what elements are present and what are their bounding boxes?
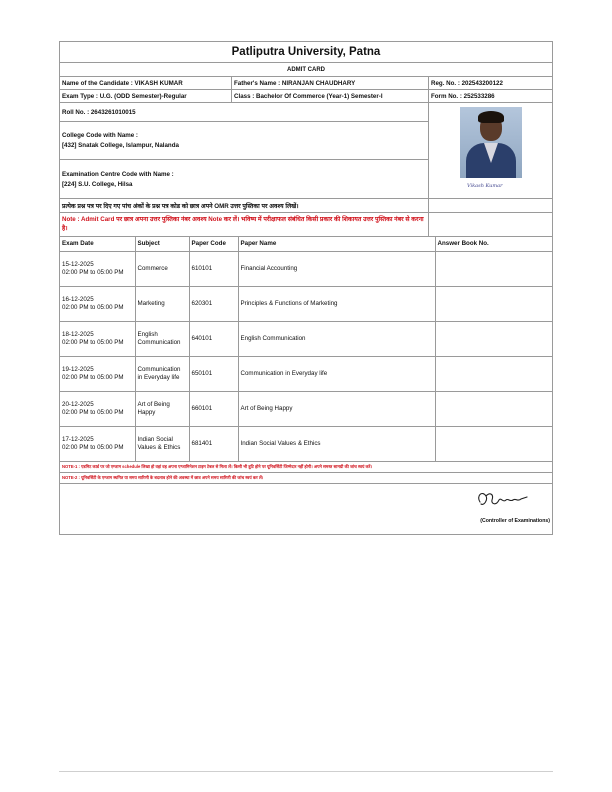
instruction-note: Note : Admit Card पर छात्र अपना उत्तर पुस्तिका नंबर अवश्य Note कर लें। भविष्य में परीक्षाफल संबंधित किसी प्रकार की शिकायत उत्तर पुस्तिका नंबर से करना है। [60,213,429,236]
exam-date: 20-12-2025 [62,400,94,408]
controller-label: (Controller of Examinations) [480,518,550,524]
form-number: Form No. : 252533286 [431,92,495,100]
photo-area [429,103,552,198]
paper-code: 640101 [189,322,238,357]
header-exam-date: Exam Date [60,237,135,252]
header-subject: Subject [135,237,189,252]
subject: Art of Being Happy [135,392,189,427]
paper-name: Principles & Functions of Marketing [238,287,435,322]
table-row [60,252,552,287]
instruction-row-1 [60,199,552,213]
candidate-name: Name of the Candidate : VIKASH KUMAR [60,77,232,89]
table-row [60,392,552,427]
subject: Indian Social Values & Ethics [135,427,189,462]
exam-time: 02:00 PM to 05:00 PM [62,339,124,346]
table-row [60,357,552,392]
centre-label: Examination Centre Code with Name : [62,170,174,178]
table-header-row [60,237,552,252]
exam-date: 16-12-2025 [62,295,94,303]
registration-number: Reg. No. : 202543200122 [431,79,503,87]
paper-code: 660101 [189,392,238,427]
exam-time: 02:00 PM to 05:00 PM [62,304,124,311]
note-2: NOTE-2 : यूनिवर्सिटी के एग्जाम स्थगित या समय सारिणी के बदलाव होने की अवस्था में छात्र अपने समय सारिणी की जांच स्वयं कर लें। [60,473,552,484]
answer-book-no [435,322,552,357]
paper-name: Indian Social Values & Ethics [238,427,435,462]
exam-date-cell [60,287,135,322]
college-value: [432] Snatak College, Islampur, Nalanda [62,142,179,149]
subject: English Communication [135,322,189,357]
exam-date: 18-12-2025 [62,330,94,338]
exam-time: 02:00 PM to 05:00 PM [62,269,124,276]
class-name: Class : Bachelor Of Commerce (Year-1) Semester-I [232,90,429,102]
header-paper-code: Paper Code [189,237,238,252]
header-answer-book: Answer Book No. [435,237,552,252]
subject: Communication in Everyday life [135,357,189,392]
exam-time: 02:00 PM to 05:00 PM [62,374,124,381]
exam-date-cell [60,392,135,427]
answer-book-no [435,287,552,322]
instruction-omr: प्रत्येक प्रश्न पत्र पर दिए गए पांच अंकों के प्रश्न पत्र कोड को छात्र अपने OMR उत्तर पुस्तिका पर अवश्य लिखें। [60,199,429,212]
admit-card-heading: ADMIT CARD [60,63,552,77]
candidate-signature: Vikash Kumar [467,183,503,189]
exam-date: 17-12-2025 [62,435,94,443]
instruction-row-2 [60,213,552,237]
answer-book-no [435,357,552,392]
candidate-row-1 [60,77,552,90]
paper-code: 681401 [189,427,238,462]
paper-code: 620301 [189,287,238,322]
college-block [60,122,428,160]
exam-date-cell [60,252,135,287]
answer-book-no [435,392,552,427]
answer-book-no [435,252,552,287]
table-row [60,427,552,462]
exam-date: 19-12-2025 [62,365,94,373]
father-name: Father's Name : NIRANJAN CHAUDHARY [232,77,429,89]
answer-book-no [435,427,552,462]
university-title: Patliputra University, Patna [60,42,552,63]
college-label: College Code with Name : [62,132,138,139]
paper-name: English Communication [238,322,435,357]
paper-name: Art of Being Happy [238,392,435,427]
paper-code: 610101 [189,252,238,287]
exam-time: 02:00 PM to 05:00 PM [62,409,124,416]
exam-date: 15-12-2025 [62,260,94,268]
controller-signature [472,488,532,512]
candidate-row-2 [60,90,552,103]
table-row [60,287,552,322]
note-1: NOTE-1 : एडमिट कार्ड पर जो एग्जाम schedule लिखा हो वहां वह अपना एग्जामिनेशन टाइम टेबल से मिला लें। किसी भी त्रुटि होने पर यूनिवर्सिटी जिम्मेदार नहीं होगी। अपने समस्त सामग्री की जांच स्वयं करें। [60,462,552,473]
centre-value: [224] S.U. College, Hilsa [62,180,133,188]
roll-number: Roll No. : 2643261010015 [60,103,428,122]
candidate-photo [460,107,522,178]
footer [60,484,552,534]
exam-schedule-table [60,237,552,462]
exam-date-cell [60,322,135,357]
exam-time: 02:00 PM to 05:00 PM [62,444,124,451]
candidate-info-block [60,103,552,199]
subject: Marketing [135,287,189,322]
paper-name: Financial Accounting [238,252,435,287]
header-paper-name: Paper Name [238,237,435,252]
exam-date-cell [60,427,135,462]
exam-type: Exam Type : U.G. (ODD Semester)-Regular [60,90,232,102]
subject: Commerce [135,252,189,287]
table-row [60,322,552,357]
exam-date-cell [60,357,135,392]
exam-centre-block [60,160,428,198]
admit-card [59,41,553,535]
paper-code: 650101 [189,357,238,392]
paper-name: Communication in Everyday life [238,357,435,392]
page-bottom-rule [59,771,553,772]
